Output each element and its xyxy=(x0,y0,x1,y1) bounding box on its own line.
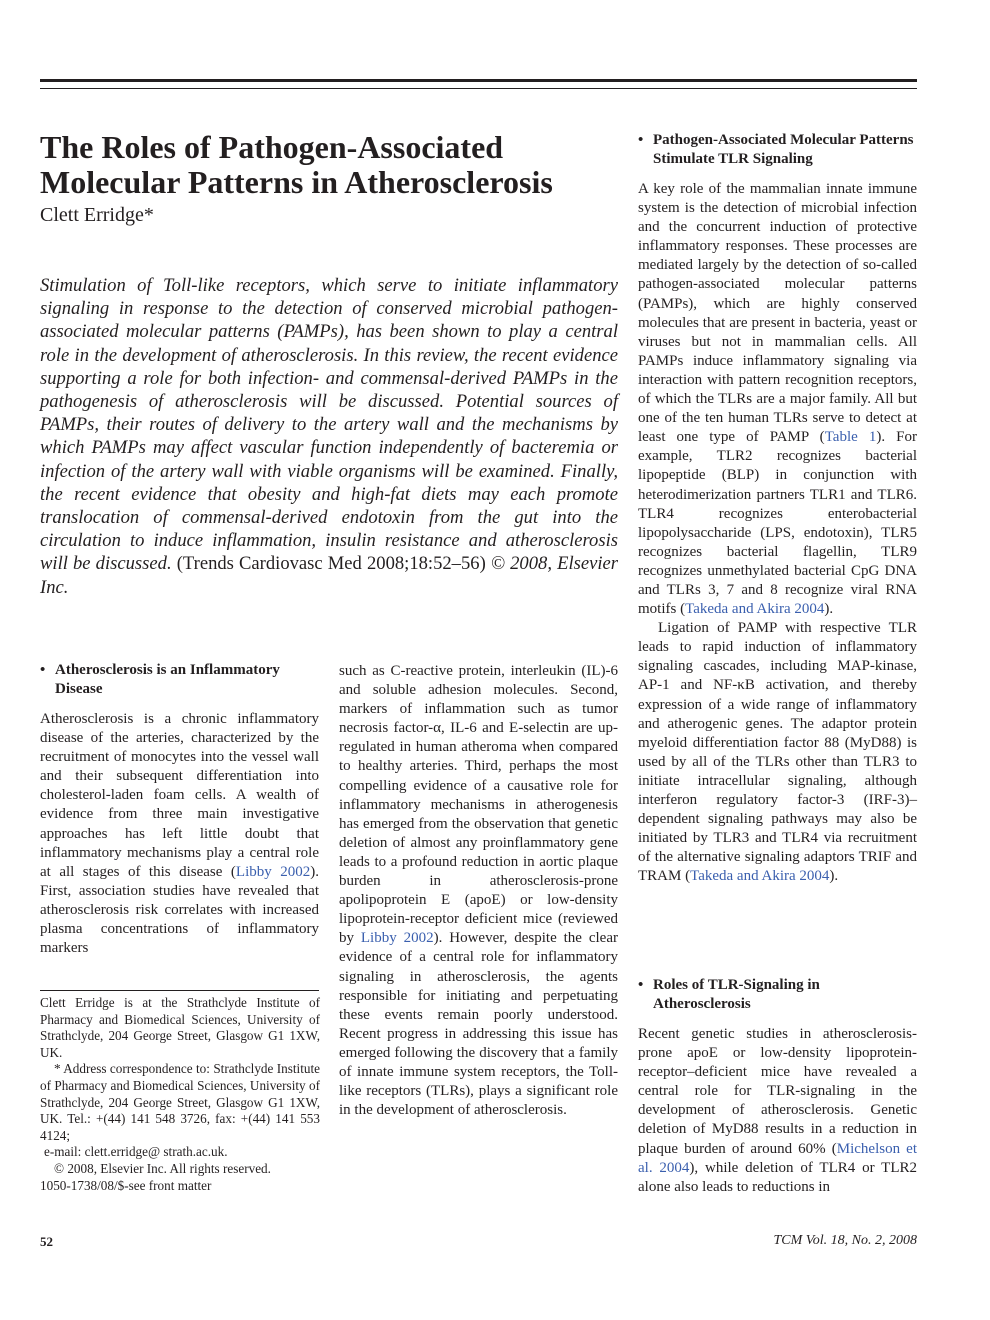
reference-link[interactable]: Takeda and Akira 2004 xyxy=(685,601,825,618)
footnote-rule xyxy=(40,990,319,991)
column-1-body xyxy=(40,710,319,958)
header-rule-thin xyxy=(40,88,917,89)
column-3-body-a xyxy=(638,180,917,886)
section-heading-inflammatory: • Atherosclerosis is an Inflammatory Disease xyxy=(40,662,280,698)
column-3-body-b xyxy=(638,1025,917,1197)
article-title: The Roles of Pathogen-Associated Molecular Patterns in Atherosclerosis xyxy=(40,129,553,200)
article-author: Clett Erridge* xyxy=(40,204,154,226)
abstract-copyright: © 2008, Elsevier Inc. xyxy=(40,553,619,598)
footnote-copyright: © 2008, Elsevier Inc. All rights reserved. xyxy=(54,1160,271,1176)
section-heading-tlr-signaling: • Roles of TLR-Signaling in Atherosclerosis xyxy=(638,977,820,1013)
reference-link[interactable]: Libby 2002 xyxy=(360,930,434,947)
reference-link[interactable]: Libby 2002 xyxy=(235,863,311,880)
bullet-icon: • xyxy=(40,662,46,678)
paragraph: such as C-reactive protein, interleukin (IL)-6 and soluble adhesion molecules. Second, markers of inflammation such as tumor necrosis factor-α, IL-6 and E-selectin are up-regulated in human atheroma when compared to healthy arteries. Third, perhaps the most compelling evidence of a causative role for inflammatory mechanisms in atherogenesis has emerged from the observation that genetic deletion of almost any proinflammatory gene leads to a profound reduction in aortic plaque burden in atherosclerosis-prone apolipoprotein E (apoE) or low-density lipoprotein-receptor deficient mice (reviewed by Libby 2002). However, despite the clear evidence of a central role for inflammatory signaling in atherosclerosis, the agents responsible for initiating and perpetuating these events remain poorly understood. Recent progress in addressing this issue has emerged following the discovery that a family of innate immune system receptors, the Toll-like receptors (TLRs), plays a significant role in the development of atherosclerosis. xyxy=(339,663,618,1119)
paragraph: Atherosclerosis is a chronic inflammatory disease of the arteries, characterized by the recruitment of monocytes into the vessel wall and their subsequent differentiation into cholesterol-laden foam cells. A wealth of evidence from three main investigative approaches has left little doubt that inflammatory mechanisms play a central role at all stages of this disease (Libby 2002). First, association studies have revealed that atherosclerosis risk correlates with increased plasma concentrations of inflammatory markers xyxy=(40,711,319,957)
paragraph: A key role of the mammalian innate immune system is the detection of microbial infection and the concurrent induction of protective inflammatory responses. These processes are mediated largely by the detection of so-called pathogen-associated molecular patterns (PAMPs), which are highly conserved molecules that are present in bacteria, yeast or viruses but not in mammalian cells. All PAMPs induce inflammatory signaling via interaction with pattern recognition receptors, of which the TLRs are a major family. All but one of the ten human TLRs serve to detect at least one type of PAMP (Table 1). For example, TLR2 recognizes bacterial lipopeptide (BLP) in conjunction with heterodimerization partners TLR1 and TLR6. TLR4 recognizes enterobacterial lipopolysaccharide (LPS, endotoxin), TLR5 recognizes bacterial flagellin, TLR9 recognizes unmethylated bacterial CpG DNA and TLRs 3, 7 and 8 recognize viral RNA motifs (Takeda and Akira 2004). xyxy=(638,181,917,618)
abstract-text: Stimulation of Toll-like receptors, which serve to initiate inflammatory signaling in response to the detection of conserved microbial pathogen-associated molecular patterns (PAMPs), has been shown to play a central role in the development of atherosclerosis. In this review, the recent evidence supporting a role for both infection- and commensal-derived PAMPs in the pathogenesis of atherosclerosis will be discussed. Potential sources of PAMPs, their routes of delivery to the artery wall and the mechanisms by which PAMPs may affect vascular function independently of bacteremia or infection of the artery wall with viable organisms will be examined. Finally, the recent evidence that obesity and high-fat diets may each promote translocation of commensal-derived endotoxin from the gut into the circulation to induce inflammation, insulin resistance and atherosclerosis will be discussed. xyxy=(40,275,618,575)
bullet-icon: • xyxy=(638,132,644,148)
paragraph: Recent genetic studies in atherosclerosis-prone apoE or low-density lipoprotein-receptor–deficient mice have revealed a central role for TLR-signaling in the development of atherosclerosis. Genetic deletion of MyD88 results in a reduction in plaque burden of around 60% (Michelson et al. 2004), while deletion of TLR4 or TLR2 alone also leads to reductions in xyxy=(638,1026,917,1195)
footnote-correspondence: * Address correspondence to: Strathclyde Institute of Pharmacy and Biomedical Sciences, University of Strathclyde, 204 George Street, Glasgow G1 1XW, UK. Tel.: +(44) 141 548 3726, fax: +(44) 141 553 4124; xyxy=(40,1061,320,1143)
footnote xyxy=(40,995,320,1194)
footnote-issn: 1050-1738/08/$-see front matter xyxy=(40,1177,212,1193)
reference-link[interactable]: Michelson et al. 2004 xyxy=(638,1140,917,1176)
column-2-body xyxy=(339,662,618,1120)
abstract-citation: (Trends Cardiovasc Med 2008;18:52–56) xyxy=(176,553,486,575)
reference-link[interactable]: Takeda and Akira 2004 xyxy=(690,868,830,885)
page-number: 52 xyxy=(40,1234,53,1249)
footnote-affiliation: Clett Erridge is at the Strathclyde Institute of Pharmacy and Biomedical Sciences, University of Strathclyde, 204 George Street, Glasgow G1 1XW, UK. xyxy=(40,995,320,1060)
abstract xyxy=(40,274,618,599)
journal-citation: TCM Vol. 18, No. 2, 2008 xyxy=(773,1233,917,1248)
footnote-email[interactable]: e-mail: clett.erridge@ strath.ac.uk. xyxy=(44,1144,228,1160)
section-heading-pamps: • Pathogen-Associated Molecular Patterns Stimulate TLR Signaling xyxy=(638,132,914,168)
paragraph: Ligation of PAMP with respective TLR leads to rapid induction of inflammatory signaling cascades, including MAP-kinase, AP-1 and NF-κB activation, and thereby expression of a wide range of inflammatory and atherogenic genes. The adaptor protein myeloid differentiation factor 88 (MyD88) is used by all of the TLRs other than TLR3 to initiate intracellular signaling, although interferon regulatory factor-3 (IRF-3)–dependent signaling pathways may also be initiated by TLR3 and TLR4 via recruitment of the alternative signaling adaptors TRIF and TRAM (Takeda and Akira 2004). xyxy=(638,620,917,885)
bullet-icon: • xyxy=(638,977,644,993)
header-rule-thick xyxy=(40,79,917,82)
table-link[interactable]: Table 1 xyxy=(824,429,877,446)
